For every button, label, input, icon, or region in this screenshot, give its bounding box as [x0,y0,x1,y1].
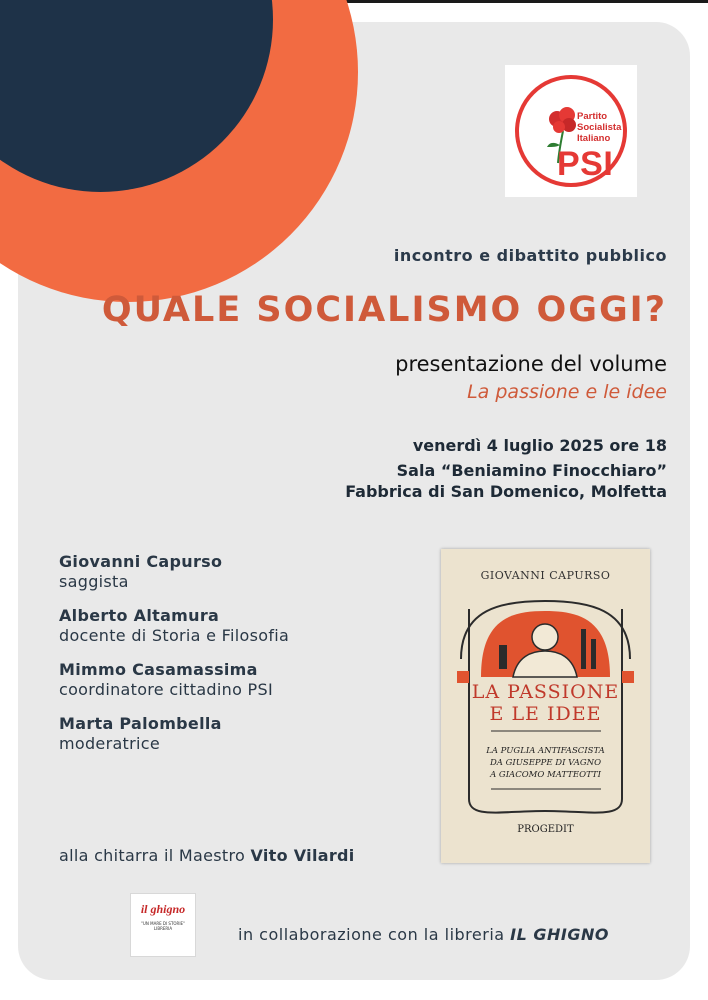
book-cover-title-line-2: E LE IDEE [489,703,602,725]
psi-logo-fullname [577,111,621,144]
music-credit [59,846,355,865]
event-location: Fabbrica di San Domenico, Molfetta [345,482,667,501]
speaker-item [59,714,289,754]
book-cover-subtitle [441,745,650,781]
presentation-label: presentazione del volume [395,352,667,376]
bookstore-logo-tagline [131,921,195,931]
speaker-role: moderatrice [59,734,160,753]
event-venue: Sala “Beniamino Finocchiaro” [396,461,667,480]
bookstore-logo-slogan: "UN MARE DI STORIE" [141,921,185,926]
book-cover-subtitle-line-3: A GIACOMO MATTEOTTI [490,770,601,780]
speaker-name: Marta Palombella [59,714,222,733]
speaker-role: docente di Storia e Filosofia [59,626,290,645]
book-cover-title [441,681,650,725]
collaboration-credit [238,925,609,944]
music-performer: Vito Vilardi [250,846,355,865]
event-date: venerdì 4 luglio 2025 ore 18 [412,436,667,455]
book-cover-author: GIOVANNI CAPURSO [480,569,611,582]
speaker-item [59,660,289,700]
psi-logo [505,65,637,197]
event-subtitle: incontro e dibattito pubblico [393,246,667,265]
speaker-item [59,552,289,592]
speaker-item [59,606,289,646]
psi-logo-line-3: Italiano [577,133,611,144]
bookstore-logo-type: LIBRERIA [153,926,173,931]
book-title: La passione e le idee [467,381,667,403]
book-cover-subtitle-line-2: DA GIUSEPPE DI VAGNO [489,758,602,768]
speaker-name: Mimmo Casamassima [59,660,258,679]
speakers-list [59,552,289,768]
book-cover-image [441,549,650,863]
book-cover-publisher: PROGEDIT [517,824,574,835]
psi-logo-line-2: Socialista [577,122,622,133]
collaboration-bookstore: IL GHIGNO [510,925,609,944]
psi-logo-acronym: PSI [557,145,614,183]
book-cover-title-line-1: LA PASSIONE [471,681,620,703]
book-cover-subtitle-line-1: LA PUGLIA ANTIFASCISTA [486,746,605,756]
collaboration-prefix: in collaborazione con la libreria [238,925,505,944]
psi-logo-ring [515,75,627,187]
psi-logo-line-1: Partito [577,111,608,122]
speaker-name: Giovanni Capurso [59,552,223,571]
speaker-name: Alberto Altamura [59,606,220,625]
speaker-role: saggista [59,572,129,591]
music-credit-prefix: alla chitarra il Maestro [59,846,246,865]
speaker-role: coordinatore cittadino PSI [59,680,273,699]
bookstore-logo-name: il ghigno [140,902,186,916]
event-title: QUALE SOCIALISMO OGGI? [101,290,667,330]
bookstore-logo [130,893,196,957]
